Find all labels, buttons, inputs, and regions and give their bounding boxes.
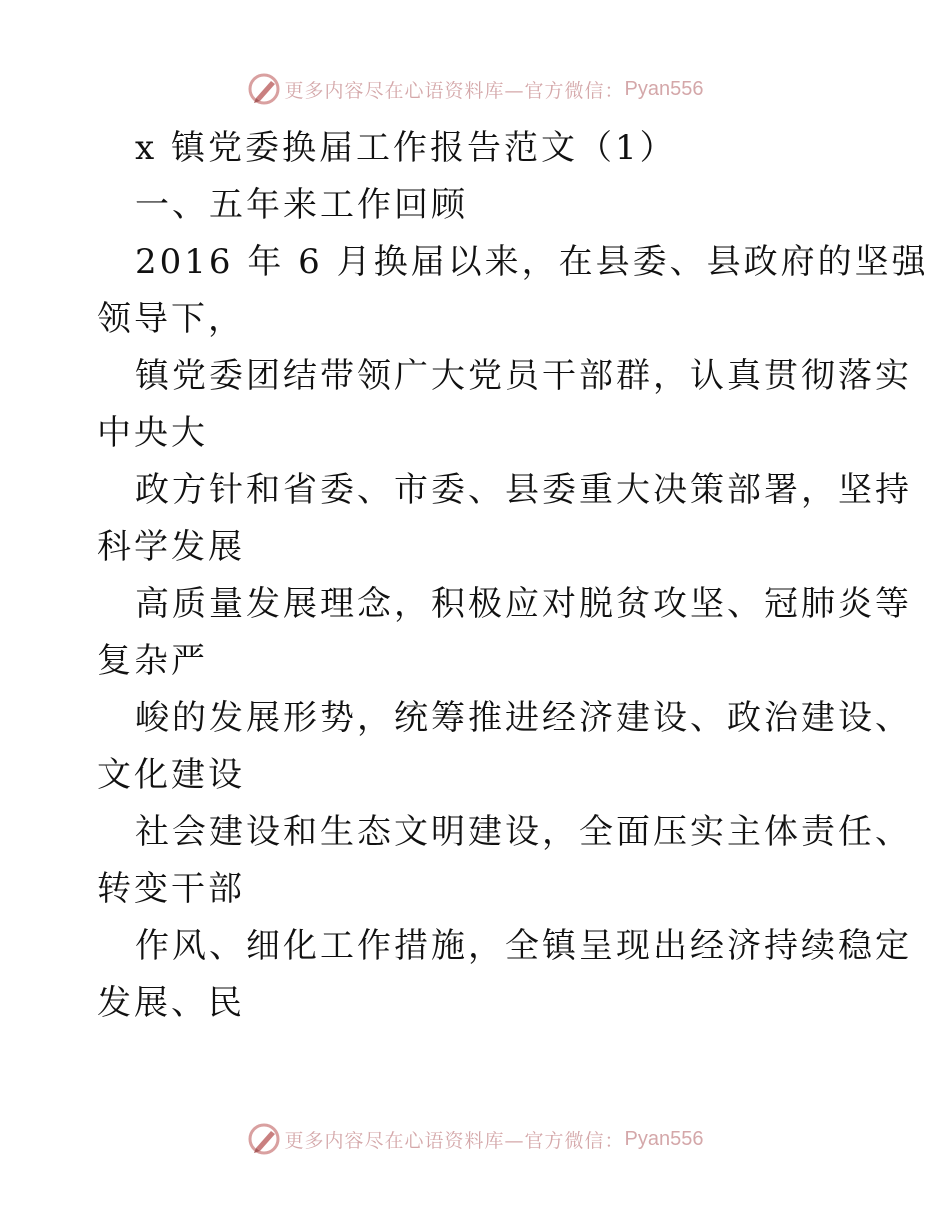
document-title: x 镇党委换届工作报告范文（1） bbox=[135, 128, 677, 168]
section-heading: 一、五年来工作回顾 bbox=[135, 185, 468, 225]
watermark-text: 更多内容尽在心语资料库—官方微信： bbox=[284, 1129, 625, 1152]
paragraph-line: 转变干部 bbox=[97, 869, 245, 909]
paragraph-line: 社会建设和生态文明建设，全面压实主体责任、 bbox=[135, 812, 912, 852]
header-watermark bbox=[0, 72, 950, 106]
paragraph-line: 2016 年 6 月换届以来，在县委、县政府的坚强 bbox=[135, 242, 929, 282]
pen-logo-icon bbox=[247, 1122, 281, 1156]
paragraph-line: 领导下， bbox=[97, 299, 245, 339]
watermark-wechat-id: Pyan556 bbox=[624, 1127, 704, 1150]
footer-watermark bbox=[0, 1122, 950, 1156]
watermark-text: 更多内容尽在心语资料库—官方微信： bbox=[284, 79, 625, 102]
paragraph-line: 作风、细化工作措施，全镇呈现出经济持续稳定 bbox=[135, 926, 912, 966]
watermark-wechat-id: Pyan556 bbox=[624, 77, 704, 100]
pen-logo-icon bbox=[247, 72, 281, 106]
paragraph-line: 发展、民 bbox=[97, 983, 245, 1023]
paragraph-line: 峻的发展形势，统筹推进经济建设、政治建设、 bbox=[135, 698, 912, 738]
paragraph-line: 文化建设 bbox=[97, 755, 245, 795]
paragraph-line: 镇党委团结带领广大党员干部群，认真贯彻落实 bbox=[135, 356, 912, 396]
paragraph-line: 高质量发展理念，积极应对脱贫攻坚、冠肺炎等 bbox=[135, 584, 912, 624]
paragraph-line: 政方针和省委、市委、县委重大决策部署，坚持 bbox=[135, 470, 912, 510]
paragraph-line: 科学发展 bbox=[97, 527, 245, 567]
document-body bbox=[97, 120, 929, 1032]
paragraph-line: 中央大 bbox=[97, 413, 208, 453]
paragraph-line: 复杂严 bbox=[97, 641, 208, 681]
